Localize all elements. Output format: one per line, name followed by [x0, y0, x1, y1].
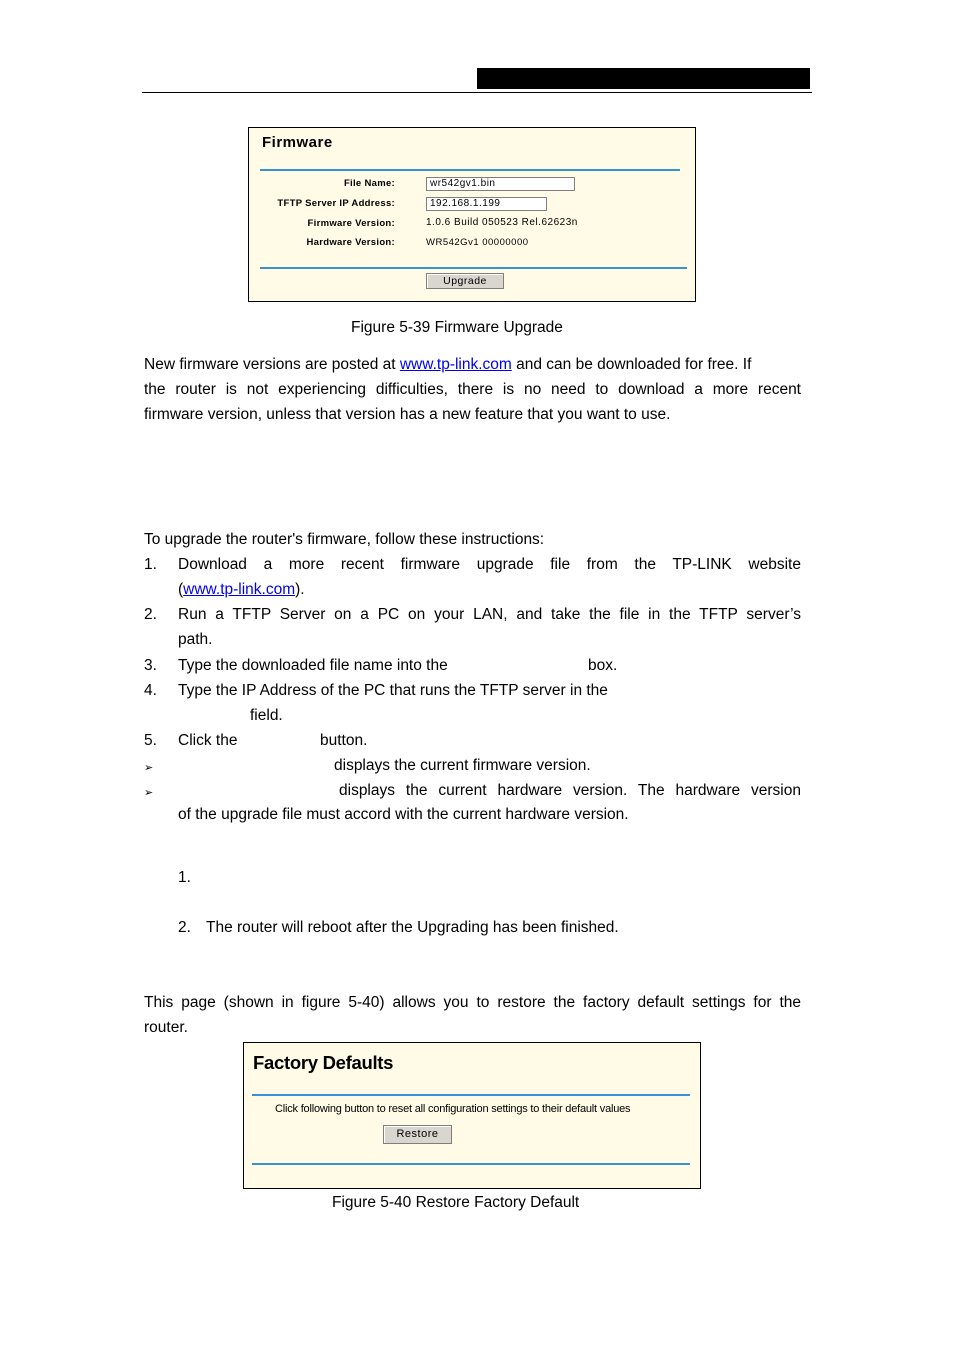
tp-link-link[interactable]: www.tp-link.com — [399, 356, 512, 373]
intro-line-3: firmware version, unless that version has a new feature that you want to use. — [144, 406, 671, 423]
tftp-ip-field[interactable]: 192.168.1.199 — [426, 197, 547, 211]
factory-para-line-1: This page (shown in figure 5-40) allows you to restore the factory default settings for the — [144, 994, 801, 1011]
file-name-field[interactable]: wr542gv1.bin — [426, 177, 575, 191]
step-number: 3. — [144, 657, 157, 674]
hardware-version-value: WR542Gv1 00000000 — [426, 237, 529, 248]
paren: ( — [178, 581, 184, 598]
hardware-version-label: Hardware Version: — [306, 237, 395, 248]
paren: ). — [295, 581, 305, 598]
step-number: 2. — [144, 606, 157, 623]
note-number: 1. — [178, 869, 191, 886]
tp-link-link[interactable]: www.tp-link.com — [183, 581, 296, 598]
bullet-2-text: displays the current hardware version. The hardware version — [339, 782, 801, 799]
firmware-version-value: 1.0.6 Build 050523 Rel.62623n — [426, 217, 578, 228]
factory-para-line-2: router. — [144, 1019, 188, 1036]
firmware-version-label: Firmware Version: — [307, 218, 395, 229]
step-4-text-end: field. — [250, 707, 283, 724]
step-3-text: Type the downloaded file name into the — [178, 657, 448, 674]
intro-text: New firmware versions are posted at — [144, 356, 400, 373]
divider — [252, 1094, 690, 1096]
step-4-text: Type the IP Address of the PC that runs the TFTP server in the — [178, 682, 608, 699]
intro-text: and can be downloaded for free. If — [511, 356, 752, 373]
header-rule — [142, 92, 812, 93]
firmware-title: Firmware — [262, 134, 333, 151]
step-5-text: Click the — [178, 732, 238, 749]
bullet-arrow-icon: ➢ — [144, 787, 154, 799]
upgrade-button[interactable]: Upgrade — [426, 273, 504, 289]
tftp-label: TFTP Server IP Address: — [277, 198, 395, 209]
step-number: 4. — [144, 682, 157, 699]
instructions-lead: To upgrade the router's firmware, follow these instructions: — [144, 531, 545, 548]
divider — [252, 1163, 690, 1165]
divider — [260, 267, 687, 269]
step-1-text: Download a more recent firmware upgrade file from the TP-LINK website — [178, 556, 801, 573]
step-1-link-line — [178, 581, 305, 599]
note-2-text: The router will reboot after the Upgrading has been finished. — [206, 919, 619, 936]
bullet-1-text: displays the current firmware version. — [334, 757, 591, 774]
figure-caption: Figure 5-40 Restore Factory Default — [332, 1194, 580, 1211]
file-name-label: File Name: — [343, 178, 395, 189]
step-2-text-cont: path. — [178, 631, 213, 648]
factory-defaults-title: Factory Defaults — [253, 1052, 394, 1073]
intro-line-1 — [144, 356, 751, 374]
note-number: 2. — [178, 919, 191, 936]
step-number: 5. — [144, 732, 157, 749]
step-3-text-end: box. — [588, 657, 618, 674]
intro-line-2: the router is not experiencing difficulties, there is no need to download a more recent — [144, 381, 801, 398]
header-bar — [477, 68, 810, 89]
step-5-text-end: button. — [320, 732, 368, 749]
factory-defaults-description: Click following button to reset all configuration settings to their default values — [275, 1103, 631, 1115]
factory-defaults-panel — [243, 1042, 701, 1189]
bullet-arrow-icon: ➢ — [144, 762, 154, 774]
step-number: 1. — [144, 556, 157, 573]
restore-button[interactable]: Restore — [383, 1125, 452, 1144]
divider — [260, 169, 680, 171]
step-2-text: Run a TFTP Server on a PC on your LAN, and take the file in the TFTP server’s — [178, 606, 801, 623]
bullet-2-text-cont: of the upgrade file must accord with the current hardware version. — [178, 806, 629, 823]
figure-caption: Figure 5-39 Firmware Upgrade — [351, 319, 563, 336]
firmware-panel — [248, 127, 696, 302]
